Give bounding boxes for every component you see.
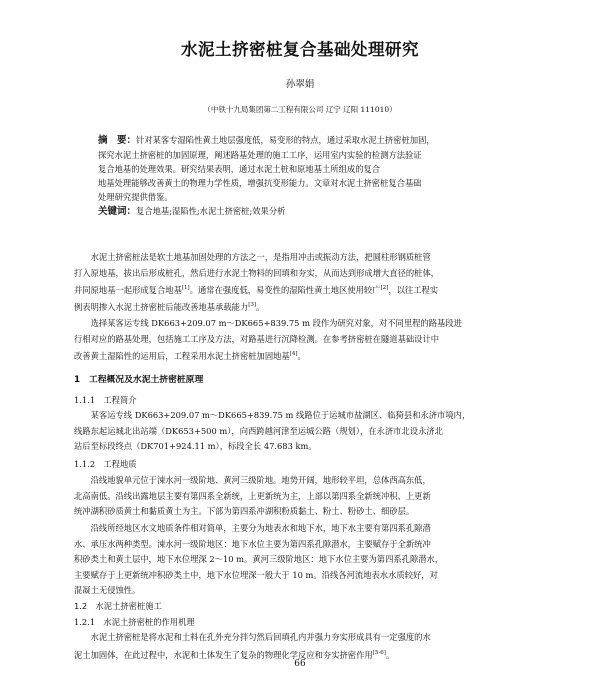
text-line: 改善黄土湿陷性的运用后，工程采用水泥土挤密桩加固地基[4]。 xyxy=(74,350,306,361)
keywords: 复合地基;湿陷性;水泥土挤密桩;效果分析 xyxy=(136,206,286,216)
text-line: 水、承压水两种类型。涑水河一级阶地区：地下水位主要为第四系孔隙潜水，主要赋存于全新统冲 xyxy=(74,538,431,549)
paragraph-geology-1 xyxy=(74,473,536,520)
text-line: 沿线所经地区水文地质条件相对简单，主要分为地表水和地下水，地下水主要有第四系孔隙潜 xyxy=(90,523,431,533)
paper-title: 水泥土挤密桩复合基础处理研究 xyxy=(181,40,419,59)
abstract-line: 复合地基的处理效果。研究结果表明，通过水泥土桩和原地基土所组成的复合 xyxy=(98,164,381,174)
text-line: 统冲湖积砂质黄土和黏质黄土为主。下部为第四系冲湖积粉质黏土、粉土、粉砂土、细砂层。 xyxy=(74,506,415,516)
section-heading-1: 1 工程概况及水泥土挤密桩原理 xyxy=(74,375,204,385)
citation[interactable]: [1] xyxy=(181,285,190,291)
text-line: 主要赋存于上更新统冲积砂类土中，地下水位埋深一般大于 10 m。沿线各河流地表水水质较好，对 xyxy=(74,569,438,580)
paragraph-mechanism xyxy=(74,630,536,663)
text-line: 并同原地基一起形成复合地基[1]。通常在强度低，易变性的湿陷性黄土地区使用较广[2]，以往工程实 xyxy=(74,284,439,295)
citation[interactable]: [2] xyxy=(380,285,389,291)
abstract-line: 探究水泥土挤密桩的加固原理，阐述路基处理的施工工序，运用室内实验的检测方法验证 xyxy=(98,150,422,160)
text-line: 泥土加固体，在此过程中，水泥和土体发生了复杂的物理化学反应和夯实挤密作用[5-6]。 xyxy=(74,649,395,660)
keywords-line xyxy=(98,204,518,219)
citation[interactable]: [5-6] xyxy=(372,649,386,656)
intro-paragraph-1 xyxy=(74,250,536,316)
abstract-label: 摘 要： xyxy=(98,135,137,146)
page-number: 66 xyxy=(294,659,306,669)
affiliation: （中铁十九局集团第二工程有限公司 辽宁 辽阳 111010） xyxy=(203,105,397,114)
text-line: 某客运专线 DK663+209.07 m～DK665+839.75 m 线路位于运城市盐湖区、临猗县和永济市境内， xyxy=(90,410,471,420)
text-line: 水泥土挤密桩法是软土地基加固处理的方法之一，是指用冲击或振动方法，把圆柱形钢质桩管 xyxy=(90,252,431,262)
text-line: 打入原地基，拔出后形成桩孔，然后进行水泥土物料的回填和夯实，从而达到形成增大直径的桩体， xyxy=(74,267,440,278)
text-line: 例表明掺入水泥土挤密桩后能改善地基承载能力[3]。 xyxy=(74,302,265,313)
subsection-heading-1-1-2: 1.1.2 工程地质 xyxy=(74,459,137,469)
abstract-line: 处理研究提供借鉴。 xyxy=(98,192,173,202)
subsection-heading-1-2: 1.2 水泥土挤密桩施工 xyxy=(74,601,162,611)
author-name: 孙翠娟 xyxy=(285,79,315,90)
abstract-line: 地基处理能够改善黄土的物理力学性质，增强抗变形能力。文章对水泥土挤密桩复合基础 xyxy=(98,178,422,188)
paragraph-geology-2 xyxy=(74,521,536,599)
text-line: 水泥土挤密桩是将水泥和土料在孔外充分拌匀然后回填孔内并强力夯实形成具有一定强度的水 xyxy=(90,632,431,642)
citation[interactable]: [3] xyxy=(248,302,257,309)
text-line: 混凝土无侵蚀性。 xyxy=(74,585,141,595)
text-line: 线路东起运城北出站端（DK653+500 m），向西跨越河津至运城公路（规划），在永济市北设永济北 xyxy=(74,425,443,436)
intro-paragraph-2 xyxy=(74,316,536,364)
text-line: 行相对应的路基处理，包括施工工序及方法，对路基进行沉降检测。在参考挤密桩在隧道基础设计中 xyxy=(74,333,440,344)
keywords-label: 关键词： xyxy=(98,206,137,217)
abstract-line: 摘 要：针对某客专湿陷性黄土地层强度低，易变形的特点，通过采取水泥土挤密桩加固， xyxy=(98,135,435,146)
subsection-heading-1-2-1: 1.2.1 水泥土挤密桩的作用机理 xyxy=(74,617,195,627)
paragraph-engineering-intro xyxy=(74,408,536,455)
text-line: 站后至标段终点（DK701+924.11 m），标段全长 47.683 km。 xyxy=(74,441,317,451)
text-line: 沿线地貌单元位于涑水河一级阶地、黄河三级阶地。地势开阔，地形较平坦，总体西高东低， xyxy=(90,475,431,485)
abstract-block xyxy=(98,133,518,219)
text-line: 积砂类土和黄土层中，地下水位埋深 2～10 m。黄河三级阶地区：地下水位主要为第四系孔隙潜水， xyxy=(74,554,444,564)
citation[interactable]: [4] xyxy=(289,351,298,357)
subsection-heading-1-1-1: 1.1.1 工程简介 xyxy=(74,395,137,405)
text-line: 北高南低。沿线出露地层主要有第四系全新统，上更新统为主，上部以第四系全新统冲积、上更新 xyxy=(74,490,431,501)
text-line: 选择某客运专线 DK663+209.07 m～DK665+839.75 m 段作为研究对象，对不同里程的路基段进 xyxy=(90,318,462,328)
